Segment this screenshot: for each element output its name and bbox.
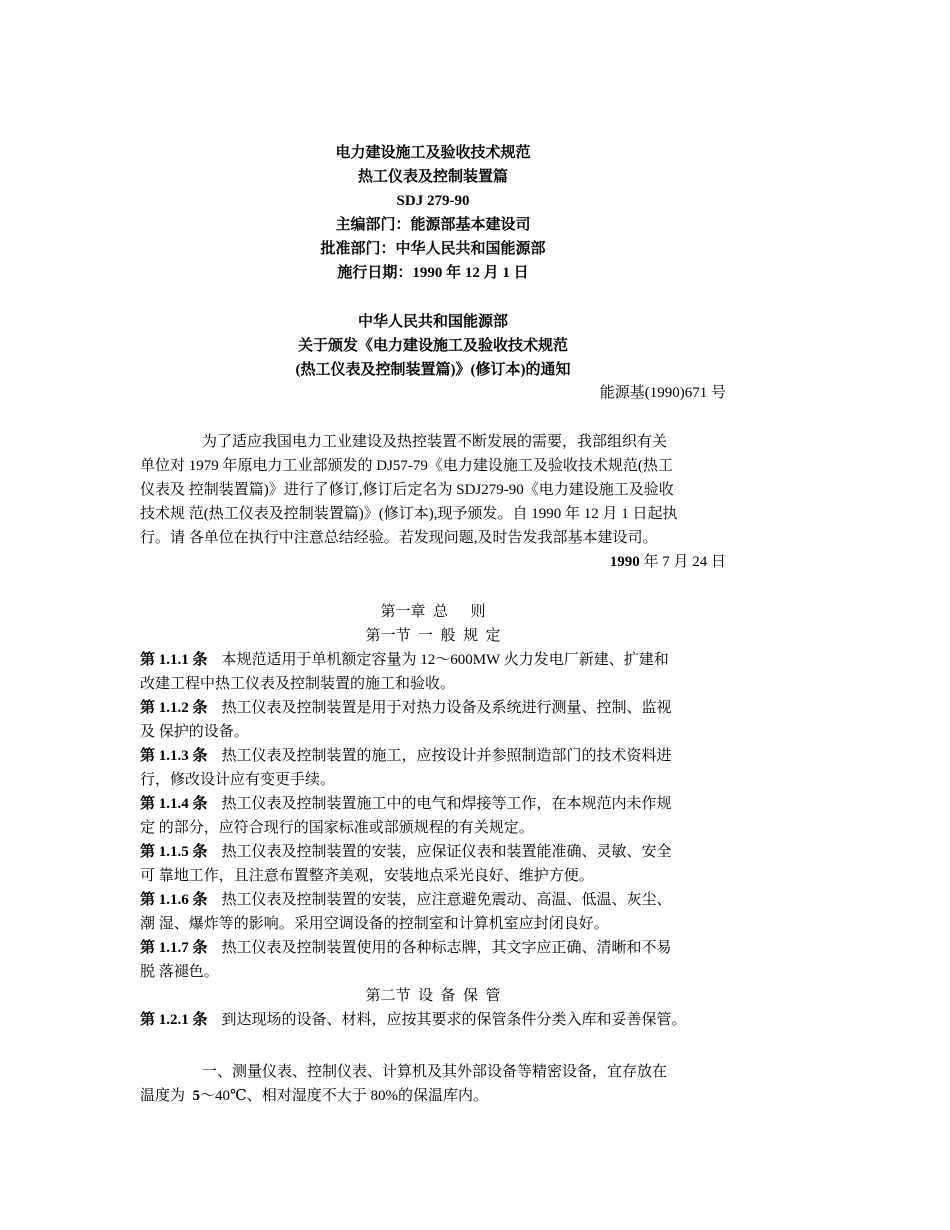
notice-paragraph [140, 430, 726, 574]
notice-date-year: 1990 [609, 554, 640, 570]
article-text: 热工仪表及控制装置施工中的电气和焊接等工作，在本规范内未作规 [221, 796, 672, 812]
section-1-title: 第一节 一 般 规 定 [365, 628, 501, 644]
notice-paragraph-line: 单位对 1979 年原电力工业部颁发的 DJ57-79《电力建设施工及验收技术规范(热工 [140, 458, 673, 474]
section-2-title: 第二节 设 备 保 管 [365, 988, 501, 1004]
article-number: 第 1.1.4 条 [140, 796, 208, 812]
header-approver: 批准部门：中华人民共和国能源部 [320, 241, 546, 257]
article-number: 第 1.1.2 条 [140, 700, 208, 716]
article-text: 潮 湿、爆炸等的影响。采用空调设备的控制室和计算机室应封闭良好。 [140, 916, 609, 932]
notice-date [140, 550, 726, 574]
header-effective-date: 施行日期：1990 年 12 月 1 日 [337, 265, 529, 281]
article-1-1-1 [140, 648, 726, 696]
article-text: 热工仪表及控制装置的安装，应保证仪表和装置能准确、灵敏、安全 [221, 844, 672, 860]
article-1-1-4 [140, 792, 726, 840]
header-editor: 主编部门：能源部基本建设司 [335, 217, 531, 233]
notice-doc-number: 能源基(1990)671 号 [599, 385, 726, 401]
article-text: 行，修改设计应有变更手续。 [140, 772, 336, 788]
item-text: 一、测量仪表、控制仪表、计算机及其外部设备等精密设备，宜存放在 [202, 1064, 668, 1080]
article-text: 到达现场的设备、材料，应按其要求的保管条件分类入库和妥善保管。 [221, 1012, 687, 1028]
notice-title-line: 关于颁发《电力建设施工及验收技术规范 [297, 338, 568, 354]
article-text: 热工仪表及控制装置是用于对热力设备及系统进行测量、控制、监视 [221, 700, 672, 716]
article-1-1-3 [140, 744, 726, 792]
article-number: 第 1.1.3 条 [140, 748, 208, 764]
item-text-rest: ～40℃、相对湿度不大于 80%的保温库内。 [200, 1088, 489, 1104]
article-number: 第 1.2.1 条 [140, 1012, 208, 1028]
notice-paragraph-line: 为了适应我国电力工业建设及热控装置不断发展的需要，我部组织有关 [202, 434, 668, 450]
item-text [140, 1084, 726, 1108]
article-number: 第 1.1.5 条 [140, 844, 208, 860]
article-number: 第 1.1.7 条 [140, 940, 208, 956]
article-text: 及 保护的设备。 [140, 724, 249, 740]
article-1-2-1 [140, 1008, 726, 1032]
article-text: 热工仪表及控制装置的安装，应注意避免震动、高温、低温、灰尘、 [221, 892, 672, 908]
article-text: 可 靠地工作，且注意布置整齐美观，安装地点采光良好、维护方便。 [140, 868, 594, 884]
article-number: 第 1.1.6 条 [140, 892, 208, 908]
chapter-title: 第一章 总 则 [380, 604, 486, 620]
notice-paragraph-line: 行。请 各单位在执行中注意总结经验。若发现问题,及时告发我部基本建设司。 [140, 530, 658, 546]
article-1-1-2 [140, 696, 726, 744]
article-text: 定 的部分，应符合现行的国家标准或部颁规程的有关规定。 [140, 820, 534, 836]
item-text-prefix: 温度为 [140, 1088, 193, 1104]
chapter-1 [140, 600, 726, 1032]
header-code: SDJ 279-90 [396, 193, 470, 209]
document-header [140, 141, 726, 285]
item-text-bold: 5 [192, 1088, 201, 1104]
header-subtitle: 热工仪表及控制装置篇 [357, 169, 508, 185]
notice-date-rest: 年 7 月 24 日 [639, 554, 726, 570]
notice-paragraph-line: 技术规 范(热工仪表及控制装置篇)》(修订本),现予颁发。自 1990 年 12 月 1 日起执 [140, 506, 678, 522]
notice-title-line: 中华人民共和国能源部 [357, 314, 508, 330]
article-text: 本规范适用于单机额定容量为 12～600MW 火力发电厂新建、扩建和 [221, 652, 669, 668]
article-text: 改建工程中热工仪表及控制装置的施工和验收。 [140, 676, 456, 692]
article-text: 脱 落褪色。 [140, 964, 219, 980]
article-text: 热工仪表及控制装置的施工，应按设计并参照制造部门的技术资料进 [221, 748, 672, 764]
article-1-1-5 [140, 840, 726, 888]
notice-title [140, 310, 726, 382]
notice-title-line: (热工仪表及控制装置篇)》(修订本)的通知 [295, 362, 571, 378]
notice-paragraph-line: 仪表及 控制装置篇)》进行了修订,修订后定名为 SDJ279-90《电力建设施工及验收 [140, 482, 674, 498]
storage-item-1 [140, 1060, 726, 1108]
article-text: 热工仪表及控制装置使用的各种标志牌，其文字应正确、清晰和不易 [221, 940, 672, 956]
notice-doc-number-block [140, 381, 726, 405]
article-1-1-7 [140, 936, 726, 984]
article-1-1-6 [140, 888, 726, 936]
article-number: 第 1.1.1 条 [140, 652, 208, 668]
header-title: 电力建设施工及验收技术规范 [335, 145, 531, 161]
